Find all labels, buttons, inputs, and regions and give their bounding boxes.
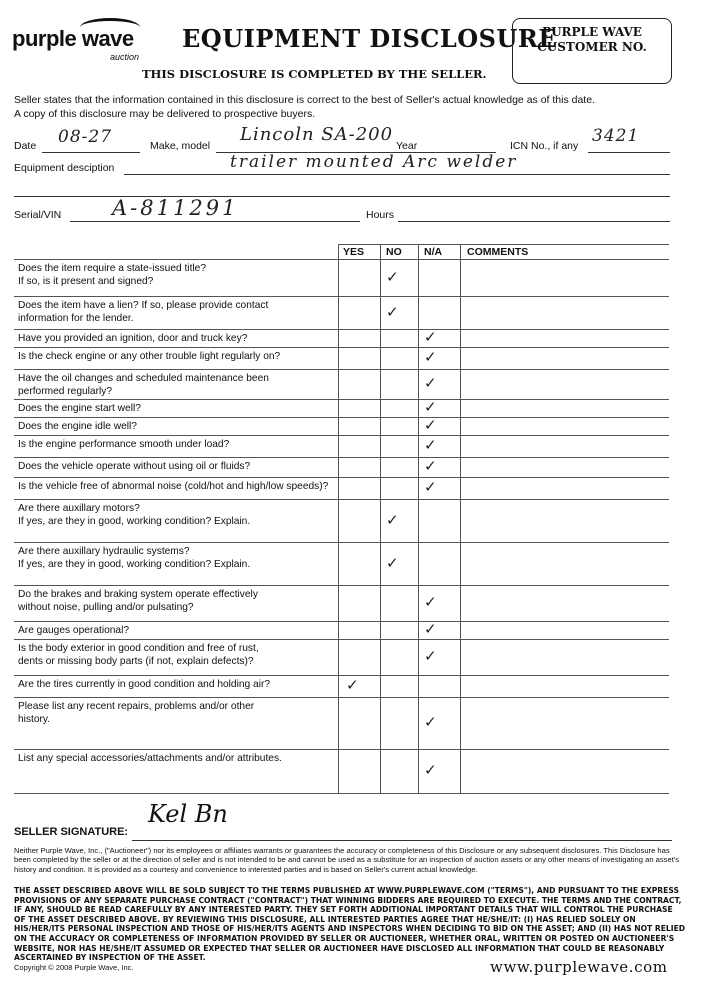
description-underline (124, 174, 670, 175)
table-row-divider (14, 369, 669, 370)
question-text: Is the vehicle free of abnormal noise (cold/hot and high/low speeds)? (18, 481, 329, 492)
equipment-description-field[interactable]: trailer mounted Arc welder (230, 152, 518, 172)
question-row (18, 480, 338, 493)
question-text: Does the engine start well? (18, 403, 141, 414)
customer-number-box[interactable] (512, 18, 672, 84)
logo: purple wave (12, 26, 134, 51)
answer-checkmark-no[interactable]: ✓ (386, 510, 399, 529)
serial-vin-field[interactable]: A-811291 (112, 196, 239, 220)
answer-checkmark-na[interactable]: ✓ (424, 457, 437, 475)
icn-underline (588, 152, 670, 153)
question-row (18, 752, 338, 765)
column-no: NO (386, 246, 402, 258)
logo-subtitle: auction (110, 52, 140, 62)
answer-checkmark-na[interactable]: ✓ (424, 713, 437, 731)
question-row (18, 372, 338, 398)
intro-text (14, 93, 694, 121)
signature-line (132, 840, 672, 841)
question-text: Does the item have a lien? If so, please provide contact (18, 300, 269, 311)
question-text: Is the check engine or any other trouble light regularly on? (18, 351, 281, 362)
table-row-divider (14, 542, 669, 543)
table-row-divider (14, 347, 669, 348)
answer-checkmark-na[interactable]: ✓ (424, 761, 437, 779)
question-row (18, 545, 338, 571)
equipment-description-label: Equipment desciption (14, 162, 115, 174)
column-na: N/A (424, 246, 443, 258)
question-text: performed regularly? (18, 386, 112, 397)
table-column-divider (338, 244, 339, 793)
column-comments: COMMENTS (467, 246, 529, 258)
seller-signature-label: SELLER SIGNATURE: (14, 826, 129, 838)
question-text: dents or missing body parts (if not, explain defects)? (18, 656, 254, 667)
intro-line-2: A copy of this disclosure may be delivered to prospective buyers. (14, 108, 316, 120)
question-row (18, 350, 338, 363)
table-header-line (338, 244, 669, 245)
table-row-divider (14, 399, 669, 400)
answer-checkmark-na[interactable]: ✓ (424, 348, 437, 366)
question-row (18, 262, 338, 288)
answer-checkmark-na[interactable]: ✓ (424, 593, 437, 611)
question-row (18, 642, 338, 668)
answer-checkmark-na[interactable]: ✓ (424, 374, 437, 392)
question-row (18, 438, 338, 451)
answer-checkmark-na[interactable]: ✓ (424, 436, 437, 454)
question-row (18, 332, 338, 345)
answer-checkmark-na[interactable]: ✓ (424, 416, 437, 434)
table-row-divider (14, 585, 669, 586)
question-text: history. (18, 714, 51, 725)
answer-checkmark-no[interactable]: ✓ (386, 267, 399, 286)
date-underline (42, 152, 140, 153)
table-column-divider (460, 244, 461, 793)
question-row (18, 299, 338, 325)
seller-signature[interactable]: Kel Bn (148, 800, 228, 828)
intro-line-1: Seller states that the information contained in this disclosure is correct to the best of Seller's actual knowledge as of this date. (14, 94, 595, 106)
answer-checkmark-na[interactable]: ✓ (424, 620, 437, 638)
make-model-label: Make, model (150, 140, 211, 152)
customer-box-line1: PURPLE WAVE (542, 25, 642, 39)
answer-checkmark-na[interactable]: ✓ (424, 328, 437, 346)
question-text: without noise, pulling and/or pulsating? (18, 602, 194, 613)
question-text: If yes, are they in good, working condition? Explain. (18, 516, 251, 527)
table-row-divider (14, 259, 669, 260)
table-row-divider (14, 697, 669, 698)
question-text: Do the brakes and braking system operate effectively (18, 589, 258, 600)
date-field[interactable]: 08-27 (58, 127, 113, 147)
table-column-divider (418, 244, 419, 793)
table-row-divider (14, 457, 669, 458)
question-text: Is the engine performance smooth under load? (18, 439, 230, 450)
question-text: information for the lender. (18, 313, 134, 324)
answer-checkmark-na[interactable]: ✓ (424, 398, 437, 416)
question-text: Have the oil changes and scheduled maintenance been (18, 373, 269, 384)
table-row-divider (14, 417, 669, 418)
question-text: Are the tires currently in good condition and holding air? (18, 679, 271, 690)
question-text: Does the engine idle well? (18, 421, 137, 432)
column-yes: YES (343, 246, 365, 258)
date-label: Date (14, 140, 37, 152)
serial-vin-label: Serial/VIN (14, 209, 62, 221)
table-row-divider (14, 621, 669, 622)
table-row-divider (14, 329, 669, 330)
answer-checkmark-no[interactable]: ✓ (386, 302, 399, 321)
table-row-divider (14, 499, 669, 500)
serial-underline (70, 221, 360, 222)
question-text: Have you provided an ignition, door and truck key? (18, 333, 248, 344)
question-row (18, 420, 338, 433)
table-row-divider (14, 793, 669, 794)
question-row (18, 502, 338, 528)
table-row-divider (14, 639, 669, 640)
question-row (18, 678, 338, 691)
customer-box-line2: CUSTOMER NO. (537, 40, 647, 54)
question-text: Is the body exterior in good condition and free of rust, (18, 643, 259, 654)
answer-checkmark-na[interactable]: ✓ (424, 647, 437, 665)
question-text: If so, is it present and signed? (18, 276, 154, 287)
question-text: Does the vehicle operate without using oil or fluids? (18, 461, 251, 472)
question-text: Are gauges operational? (18, 625, 130, 636)
page-subtitle: THIS DISCLOSURE IS COMPLETED BY THE SELLER. (142, 67, 487, 81)
question-row (18, 588, 338, 614)
table-row-divider (14, 675, 669, 676)
question-text: Are there auxillary hydraulic systems? (18, 546, 190, 557)
icn-field[interactable]: 3421 (592, 126, 640, 146)
question-text: If yes, are they in good, working condition? Explain. (18, 559, 251, 570)
hours-label: Hours (366, 209, 395, 221)
terms-text: THE ASSET DESCRIBED ABOVE WILL BE SOLD SUBJECT TO THE TERMS PUBLISHED AT WWW.PURPLEWAVE.COM ("TERMS"), AND PURSUANT TO THE EXPRESS PROVISIONS OF ANY SEPARATE PURCHASE CONTRACT ("CONTRACT") THAT WINNING BIDDERS ARE REQUIRED TO EXECUTE. THE TERMS AND THE CONTRACT, IF ANY, SHOULD BE READ CAREFULLY BY ANY INTERESTED PARTY. THEY SET FORTH ADDITIONAL IMPORTANT DETAILS THAT WILL CONTROL THE PURCHASE OF THE ASSET DESCRIBED ABOVE. BY REVIEWING THIS DISCLOSURE, ALL INTERESTED PARTIES AGREE THAT HE/SHE/IT: (I) HAS RELIED SOLELY ON HIS/HER/ITS PERSONAL INSPECTION AND THOSE OF HIS/HER/ITS AGENTS AND INSPECTORS WHEN DECIDING TO BID ON THE ASSET; AND (II) HAS NOT RELIED ON THE ACCURACY OR COMPLETENESS OF INFORMATION PROVIDED BY SELLER OR AUCTIONEER, WHETHER ORAL, WRITTEN OR POSTED ON AUCTIONEER'S WEBSITE, NOR HAS HE/SHE/IT ASSUMED OR EXPECTED THAT SELLER OR AUCTIONEER HAVE DISCLOSED ALL INFORMATION THAT COULD BE REASONABLY ASCERTAINED BY INSPECTION OF THE ASSET. (14, 886, 686, 963)
copyright: Copyright © 2008 Purple Wave, Inc. (14, 963, 134, 972)
question-row (18, 460, 338, 473)
answer-checkmark-na[interactable]: ✓ (424, 478, 437, 496)
hours-field[interactable] (398, 221, 670, 222)
question-row (18, 624, 338, 637)
table-row-divider (14, 296, 669, 297)
question-text: Does the item require a state-issued title? (18, 263, 206, 274)
disclaimer-text: Neither Purple Wave, Inc., ("Auctioneer") nor its employees or affiliates warrants or guarantees the accuracy or completeness of this Disclosure or any subsequent disclosures. This Disclosure has been completed by the seller or at the direction of seller and is not intended to be and cannot be used as a substitute for an inspection of auction assets or any other means of investigating an asset's history and condition. It is provided as a courtesy and convenience to interested parties and is based on Seller's current actual knowledge. (14, 846, 680, 874)
table-row-divider (14, 749, 669, 750)
icn-label: ICN No., if any (510, 140, 579, 152)
table-row-divider (14, 477, 669, 478)
question-text: List any special accessories/attachments and/or attributes. (18, 753, 282, 764)
answer-checkmark-no[interactable]: ✓ (386, 553, 399, 572)
website-url: www.purplewave.com (490, 958, 668, 976)
table-row-divider (14, 435, 669, 436)
question-text: Please list any recent repairs, problems and/or other (18, 701, 255, 712)
question-row (18, 402, 338, 415)
table-column-divider (380, 244, 381, 793)
question-text: Are there auxillary motors? (18, 503, 140, 514)
answer-checkmark-yes[interactable]: ✓ (346, 676, 359, 694)
year-label: Year (396, 140, 418, 152)
question-row (18, 700, 338, 726)
make-model-field[interactable]: Lincoln SA-200 (240, 124, 394, 145)
page-title: EQUIPMENT DISCLOSURE (182, 24, 558, 53)
